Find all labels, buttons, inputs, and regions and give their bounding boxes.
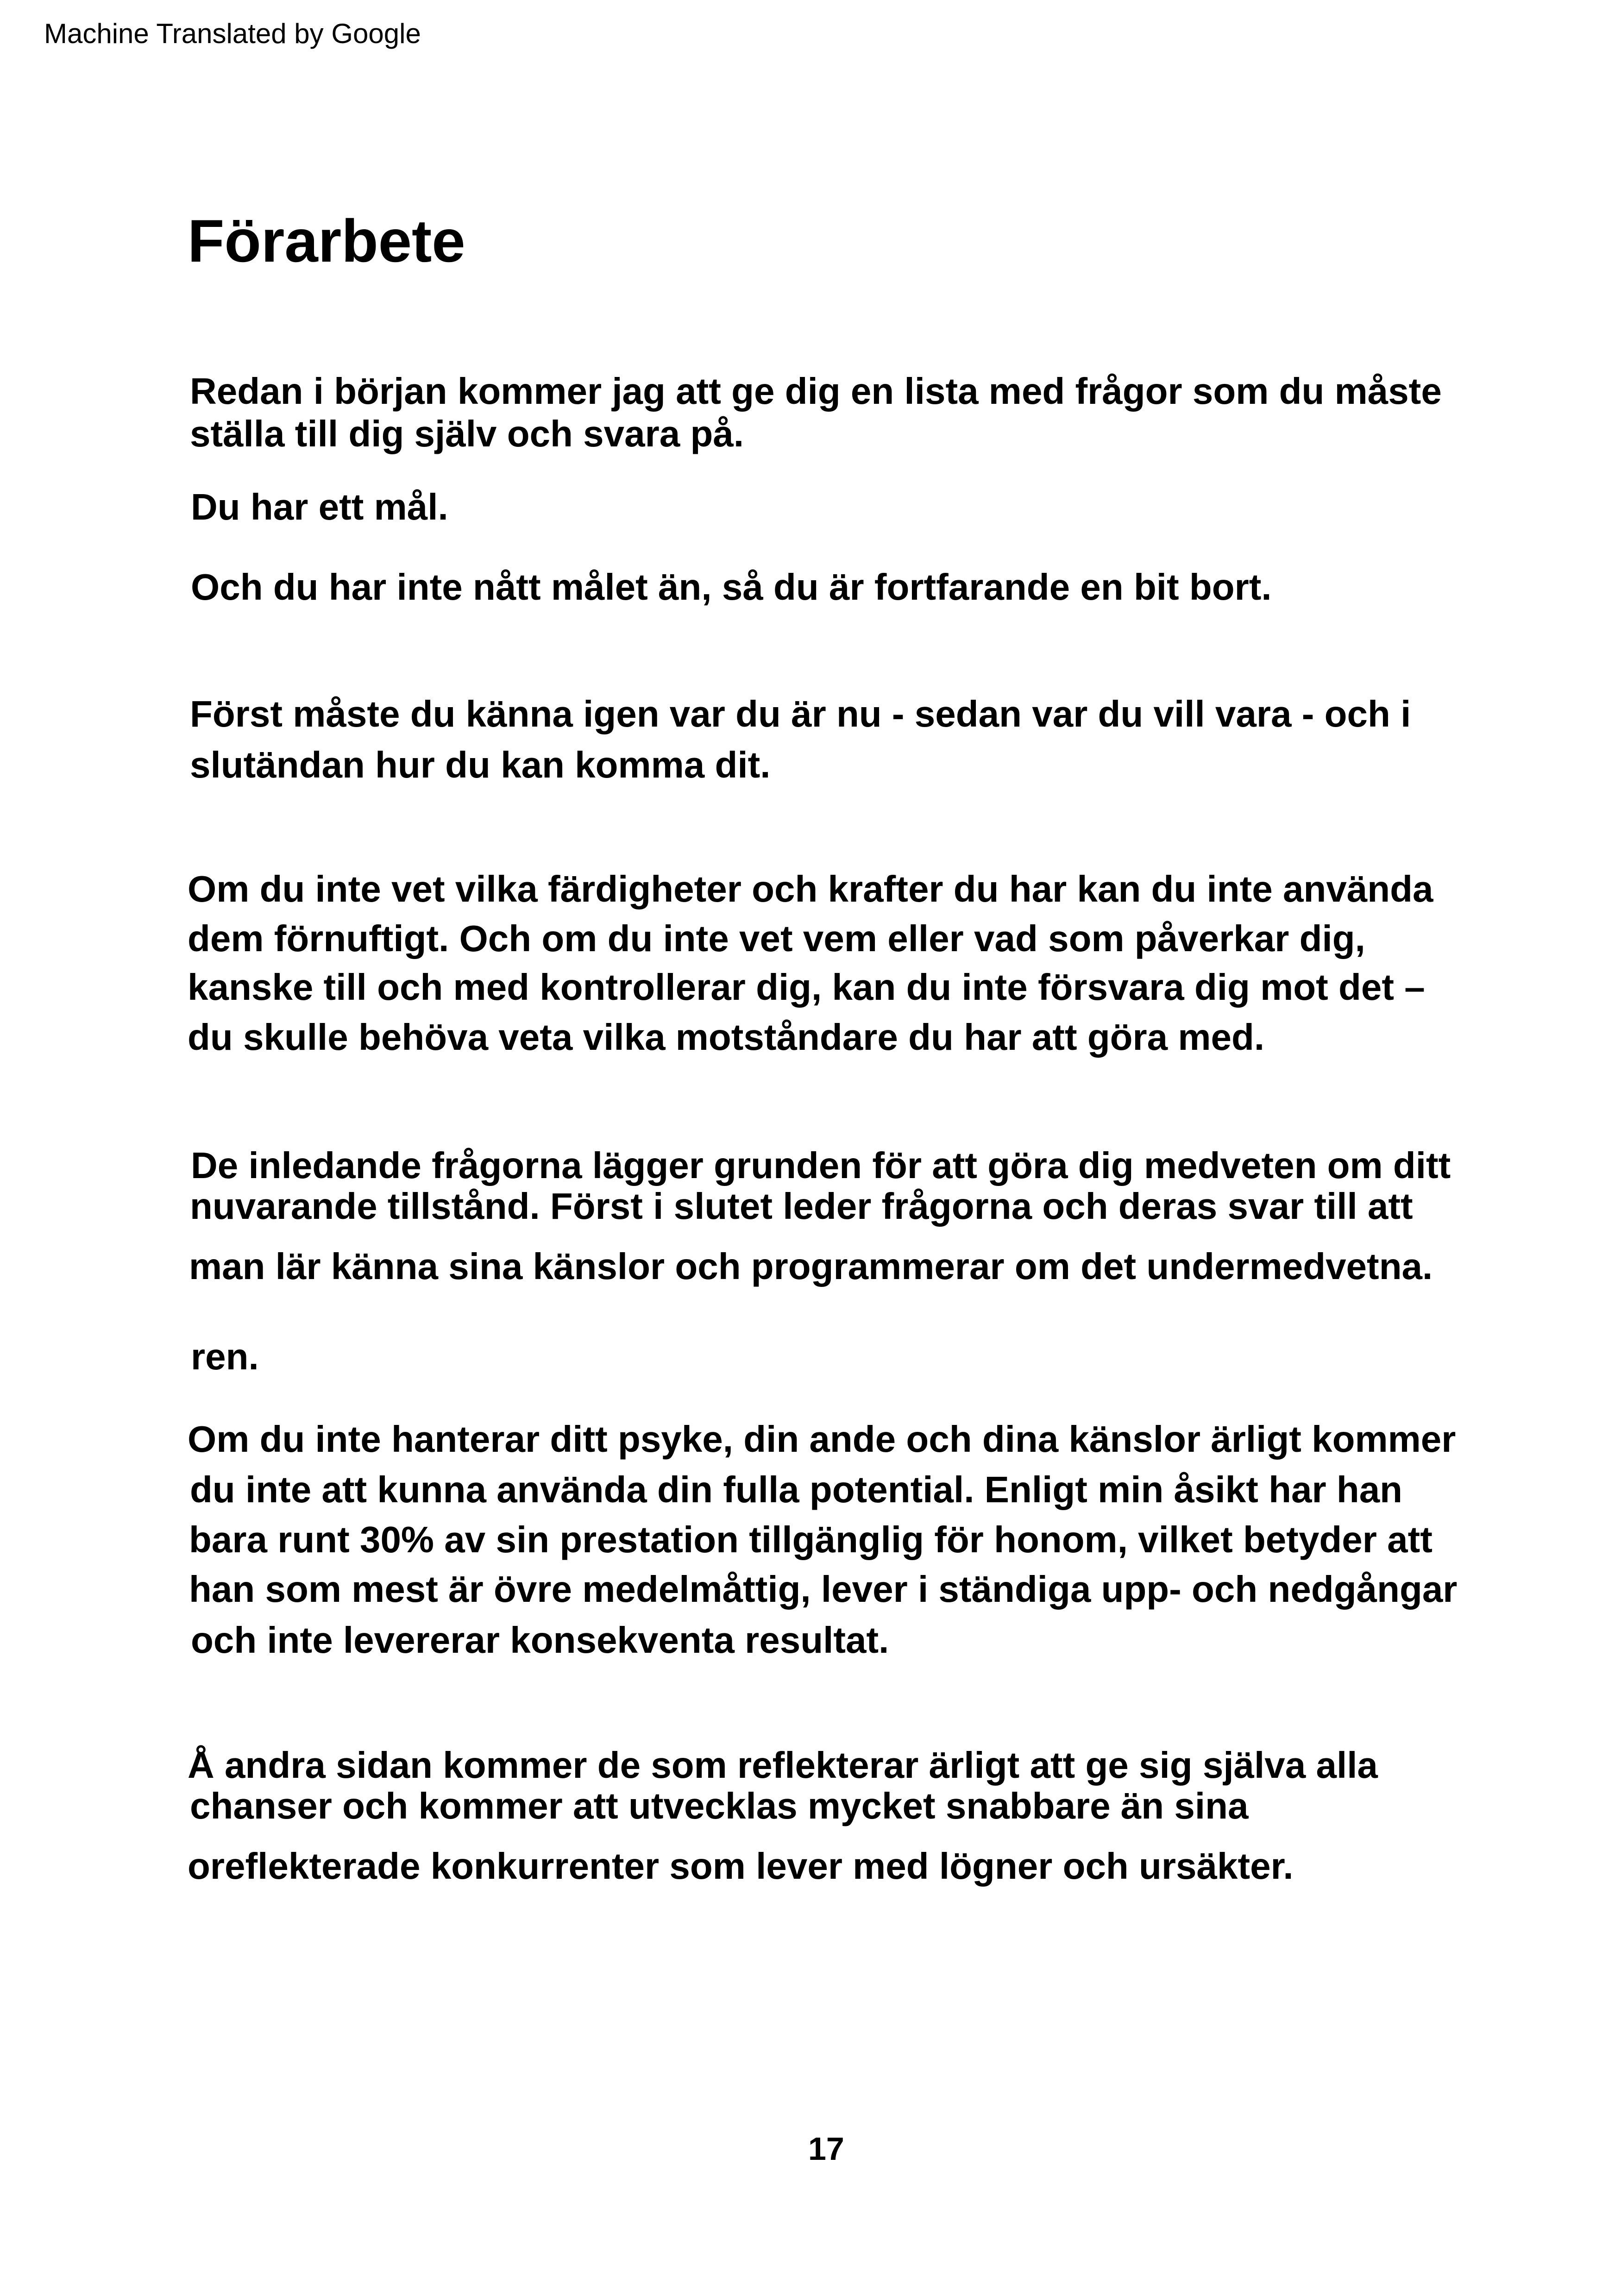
text-line: Å andra sidan kommer de som reflekterar ärligt att ge sig själva alla [188, 1744, 1378, 1786]
text-line: Först måste du känna igen var du är nu - sedan var du vill vara - och i [190, 693, 1411, 734]
text-line: du inte att kunna använda din fulla potential. Enligt min åsikt har han [190, 1469, 1403, 1510]
text-line: Om du inte vet vilka färdigheter och krafter du har kan du inte använda [188, 868, 1433, 910]
text-line: ren. [191, 1336, 259, 1377]
text-line: du skulle behöva veta vilka motståndare du har att göra med. [188, 1016, 1265, 1058]
text-line: De inledande frågorna lägger grunden för att göra dig medveten om ditt [191, 1145, 1451, 1186]
text-line: nuvarande tillstånd. Först i slutet leder frågorna och deras svar till att [190, 1186, 1413, 1227]
page-title: Förarbete [188, 207, 465, 275]
text-line: han som mest är övre medelmåttig, lever i ständiga upp- och nedgångar [189, 1568, 1458, 1610]
text-line: Redan i början kommer jag att ge dig en lista med frågor som du måste [190, 370, 1442, 412]
text-line: Och du har inte nått målet än, så du är fortfarande en bit bort. [191, 566, 1272, 608]
text-line: dem förnuftigt. Och om du inte vet vem eller vad som påverkar dig, [188, 918, 1365, 959]
page-number: 17 [808, 2131, 844, 2167]
text-line: bara runt 30% av sin prestation tillgänglig för honom, vilket betyder att [189, 1519, 1433, 1560]
text-line: Du har ett mål. [191, 486, 448, 527]
text-line: man lär känna sina känslor och programmerar om det undermedvetna. [189, 1246, 1433, 1287]
text-line: oreflekterade konkurrenter som lever med lögner och ursäkter. [188, 1845, 1294, 1887]
text-line: chanser och kommer att utvecklas mycket snabbare än sina [190, 1785, 1249, 1826]
text-line: kanske till och med kontrollerar dig, kan du inte försvara dig mot det – [188, 966, 1425, 1008]
text-line: ställa till dig själv och svara på. [190, 413, 744, 454]
machine-translated-label: Machine Translated by Google [44, 18, 421, 49]
text-line: Om du inte hanterar ditt psyke, din ande och dina känslor ärligt kommer [188, 1418, 1456, 1460]
text-line: slutändan hur du kan komma dit. [190, 744, 771, 785]
text-line: och inte levererar konsekventa resultat. [191, 1619, 889, 1661]
